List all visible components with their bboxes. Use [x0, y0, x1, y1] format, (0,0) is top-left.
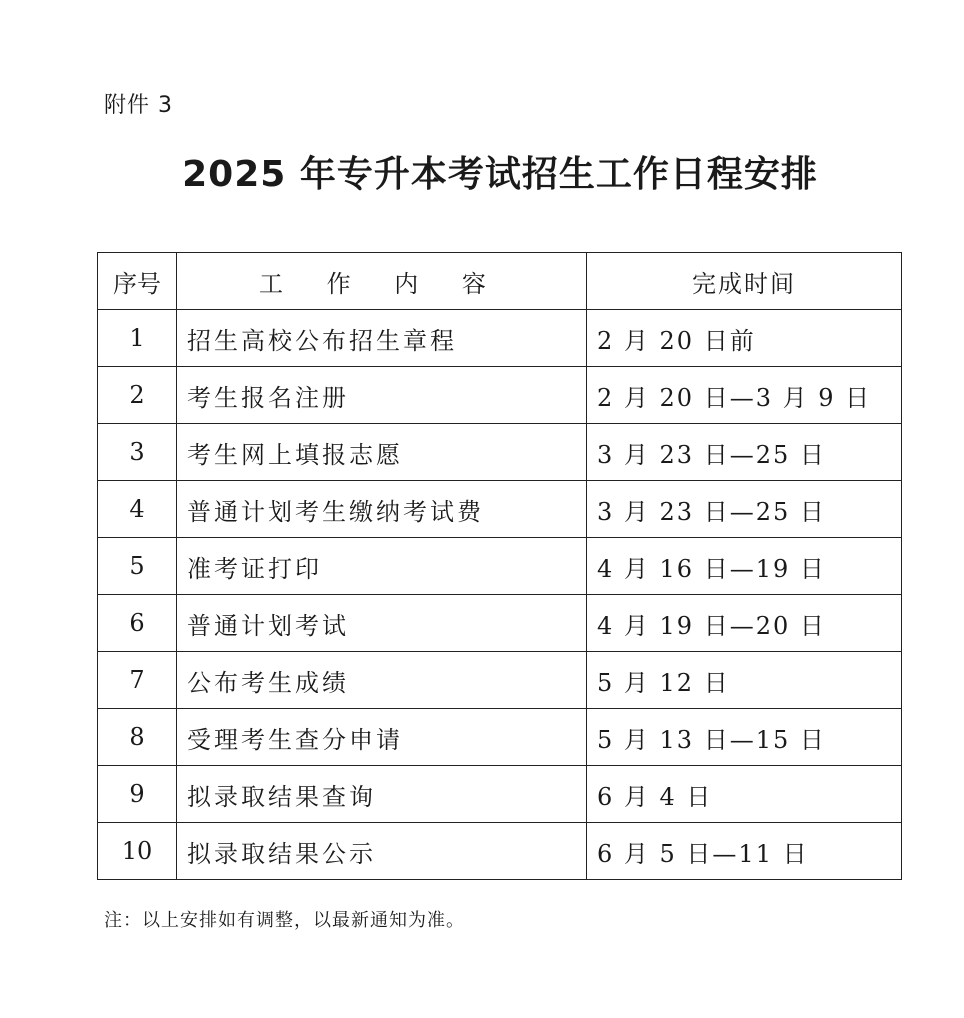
table-row: [98, 595, 902, 652]
row-time: 6 月 5 日—11 日: [587, 823, 902, 880]
table-row: [98, 766, 902, 823]
row-time: 3 月 23 日—25 日: [587, 481, 902, 538]
row-time: 6 月 4 日: [587, 766, 902, 823]
row-content: 招生高校公布招生章程: [177, 310, 587, 367]
row-index: 1: [98, 310, 177, 367]
row-time: 2 月 20 日前: [587, 310, 902, 367]
row-content: 考生报名注册: [177, 367, 587, 424]
row-content: 公布考生成绩: [177, 652, 587, 709]
row-content: 普通计划考生缴纳考试费: [177, 481, 587, 538]
header-time: 完成时间: [587, 253, 902, 310]
header-index: 序号: [98, 253, 177, 310]
row-index: 3: [98, 424, 177, 481]
row-content: 受理考生查分申请: [177, 709, 587, 766]
row-index: 10: [98, 823, 177, 880]
table-row: [98, 538, 902, 595]
table-row: [98, 652, 902, 709]
row-content: 准考证打印: [177, 538, 587, 595]
row-index: 5: [98, 538, 177, 595]
row-index: 4: [98, 481, 177, 538]
table-row: [98, 823, 902, 880]
table-row: [98, 481, 902, 538]
table-row: [98, 709, 902, 766]
row-time: 3 月 23 日—25 日: [587, 424, 902, 481]
row-index: 7: [98, 652, 177, 709]
row-content: 拟录取结果查询: [177, 766, 587, 823]
table-row: [98, 367, 902, 424]
row-time: 5 月 13 日—15 日: [587, 709, 902, 766]
page-title: 2025 年专升本考试招生工作日程安排: [182, 154, 818, 195]
header-content: 工 作 内 容: [177, 253, 587, 310]
table-row: [98, 310, 902, 367]
table-row: [98, 424, 902, 481]
row-index: 6: [98, 595, 177, 652]
schedule-table: [97, 252, 902, 880]
row-index: 2: [98, 367, 177, 424]
row-content: 考生网上填报志愿: [177, 424, 587, 481]
row-index: 9: [98, 766, 177, 823]
row-time: 4 月 16 日—19 日: [587, 538, 902, 595]
row-content: 普通计划考试: [177, 595, 587, 652]
row-content: 拟录取结果公示: [177, 823, 587, 880]
table-header-row: [98, 253, 902, 310]
row-index: 8: [98, 709, 177, 766]
footnote: 注：以上安排如有调整，以最新通知为准。: [104, 910, 465, 931]
row-time: 2 月 20 日—3 月 9 日: [587, 367, 902, 424]
attachment-label: 附件 3: [104, 93, 173, 118]
row-time: 4 月 19 日—20 日: [587, 595, 902, 652]
row-time: 5 月 12 日: [587, 652, 902, 709]
